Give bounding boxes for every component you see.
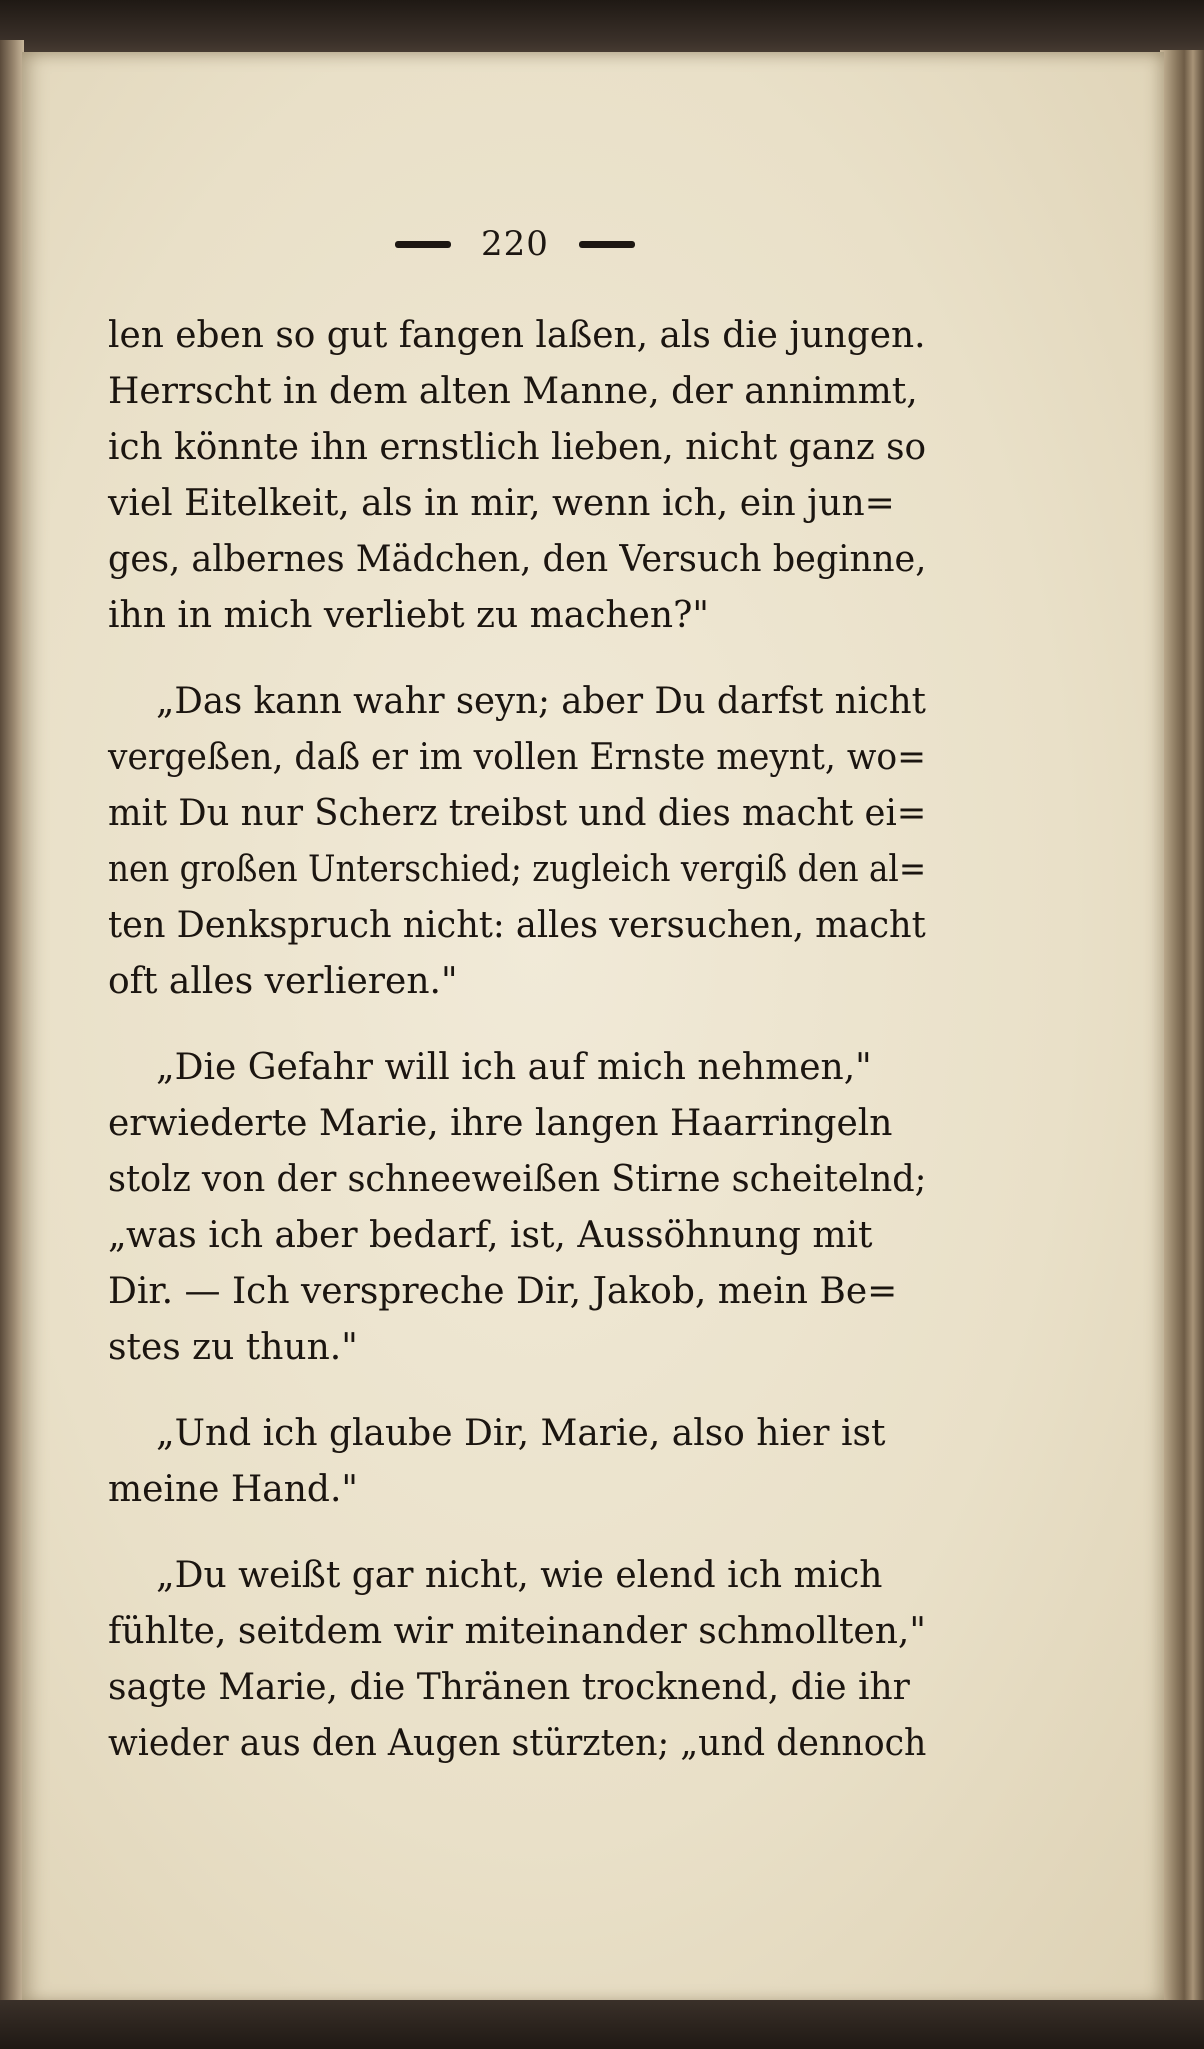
- text-line: wieder aus den Augen stürzten; „und dennoch: [108, 1723, 927, 1764]
- page-number-group: [395, 222, 635, 266]
- text-line: „was ich aber bedarf, ist, Aussöhnung mit: [108, 1215, 873, 1256]
- text-line: Herrscht in dem alten Manne, der annimmt,: [108, 371, 918, 412]
- text-line: ges, albernes Mädchen, den Versuch beginne,: [108, 539, 927, 580]
- header-dash-right: [579, 241, 635, 248]
- text-line: ten Denkspruch nicht: alles versuchen, macht: [108, 905, 926, 946]
- text-line: „Und ich glaube Dir, Marie, also hier ist: [156, 1413, 886, 1454]
- text-line: len eben so gut fangen laßen, als die jungen.: [108, 315, 926, 356]
- text-line: vergeßen, daß er im vollen Ernste meynt, wo=: [108, 737, 926, 778]
- text-line: ich könnte ihn ernstlich lieben, nicht ganz so: [108, 427, 927, 468]
- book-page-edges: [1160, 50, 1204, 2010]
- text-line: „Du weißt gar nicht, wie elend ich mich: [156, 1555, 883, 1596]
- text-line: viel Eitelkeit, als in mir, wenn ich, ein jun=: [108, 483, 895, 524]
- text-line: nen großen Unterschied; zugleich vergiß den al=: [108, 849, 927, 890]
- text-line: stes zu thun.": [108, 1327, 358, 1368]
- text-line: erwiederte Marie, ihre langen Haarringeln: [108, 1103, 893, 1144]
- text-line: „Die Gefahr will ich auf mich nehmen,": [156, 1047, 872, 1088]
- book-binding-bottom: [0, 2000, 1204, 2049]
- text-line: sagte Marie, die Thränen trocknend, die ihr: [108, 1667, 910, 1708]
- text-line: meine Hand.": [108, 1469, 358, 1510]
- text-line: fühlte, seitdem wir miteinander schmollten,": [108, 1611, 926, 1652]
- text-line: „Das kann wahr seyn; aber Du darfst nicht: [156, 681, 926, 722]
- text-line: mit Du nur Scherz treibst und dies macht ei=: [108, 793, 927, 834]
- text-line: ihn in mich verliebt zu machen?": [108, 595, 709, 636]
- text-line: stolz von der schneeweißen Stirne scheitelnd;: [108, 1159, 927, 1200]
- text-line: oft alles verlieren.": [108, 961, 458, 1002]
- book-binding-top: [0, 0, 1204, 58]
- book-left-edge: [0, 40, 24, 2010]
- header-dash-left: [395, 241, 451, 248]
- page-number: 220: [481, 224, 549, 264]
- text-line: Dir. — Ich verspreche Dir, Jakob, mein Be=: [108, 1271, 898, 1312]
